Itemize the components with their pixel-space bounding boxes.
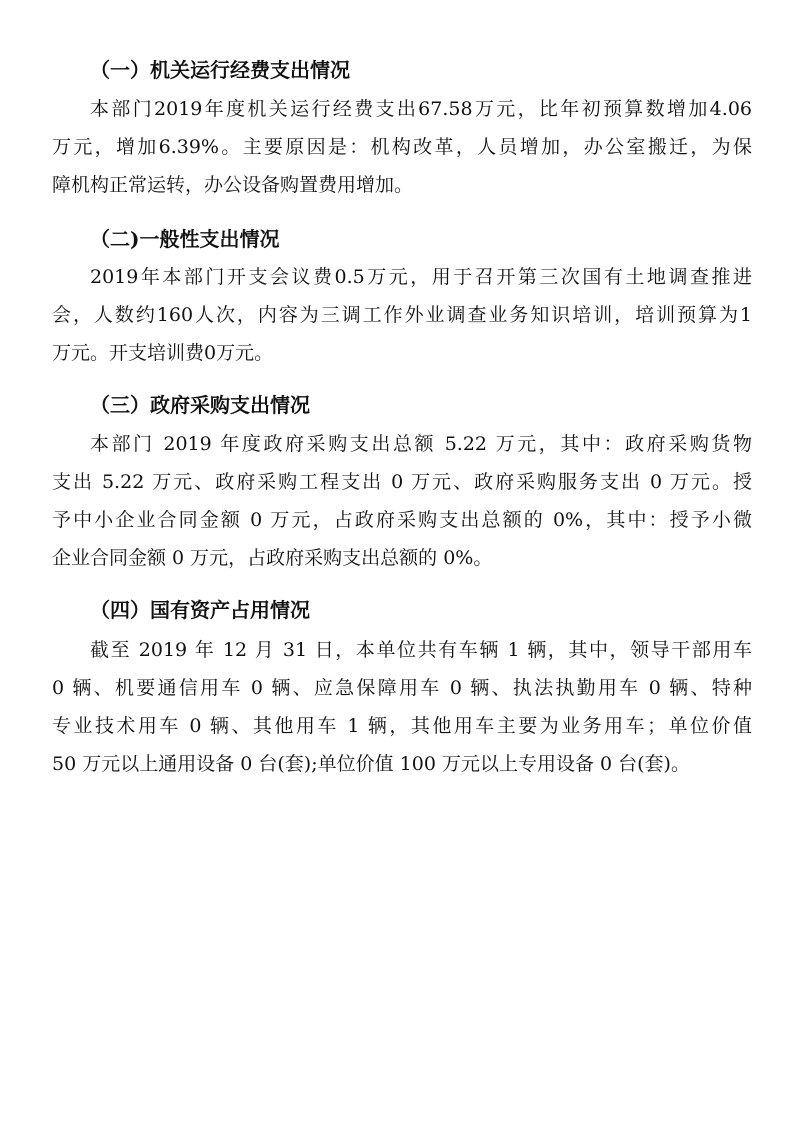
paragraph-line: 障机构正常运转，办公设备购置费用增加。 xyxy=(52,174,414,196)
paragraph-line: 专业技术用车 0 辆、其他用车 1 辆，其他用车主要为业务用车；单位价值 xyxy=(52,715,752,737)
paragraph-line: 2019年本部门开支会议费0.5万元，用于召开第三次国有土地调查推进 xyxy=(90,266,752,288)
section-body-government-procurement xyxy=(52,425,752,577)
section-heading-general-expenses: （二)一般性支出情况 xyxy=(90,227,280,251)
section-body-operating-expenses xyxy=(52,90,752,204)
paragraph-line: 企业合同金额 0 万元，占政府采购支出总额的 0%。 xyxy=(52,547,493,569)
paragraph-line: 0 辆、机要通信用车 0 辆、应急保障用车 0 辆、执法执勤用车 0 辆、特种 xyxy=(52,677,752,699)
section-heading-state-assets: （四）国有资产占用情况 xyxy=(90,598,310,622)
section-heading-operating-expenses: （一）机关运行经费支出情况 xyxy=(90,58,350,82)
paragraph-line: 予中小企业合同金额 0 万元，占政府采购支出总额的 0%，其中：授予小微 xyxy=(52,509,752,531)
paragraph-line: 本部门2019年度机关运行经费支出67.58万元，比年初预算数增加4.06 xyxy=(90,98,752,120)
paragraph-line: 本部门 2019 年度政府采购支出总额 5.22 万元，其中：政府采购货物 xyxy=(90,433,752,455)
section-body-state-assets xyxy=(52,631,752,783)
section-heading-government-procurement: （三）政府采购支出情况 xyxy=(90,393,310,417)
paragraph-line: 50 万元以上通用设备 0 台(套);单位价值 100 万元以上专用设备 0 台(套)。 xyxy=(52,753,690,775)
paragraph-line: 万元。开支培训费0万元。 xyxy=(52,342,274,364)
paragraph-line: 截至 2019 年 12 月 31 日，本单位共有车辆 1 辆，其中，领导干部用车 xyxy=(90,639,752,661)
section-body-general-expenses xyxy=(52,258,752,372)
paragraph-line: 万元，增加6.39%。主要原因是：机构改革，人员增加，办公室搬迁，为保 xyxy=(52,136,752,158)
paragraph-line: 支出 5.22 万元、政府采购工程支出 0 万元、政府采购服务支出 0 万元。授 xyxy=(52,471,752,493)
paragraph-line: 会，人数约160人次，内容为三调工作外业调查业务知识培训，培训预算为1 xyxy=(52,304,752,326)
